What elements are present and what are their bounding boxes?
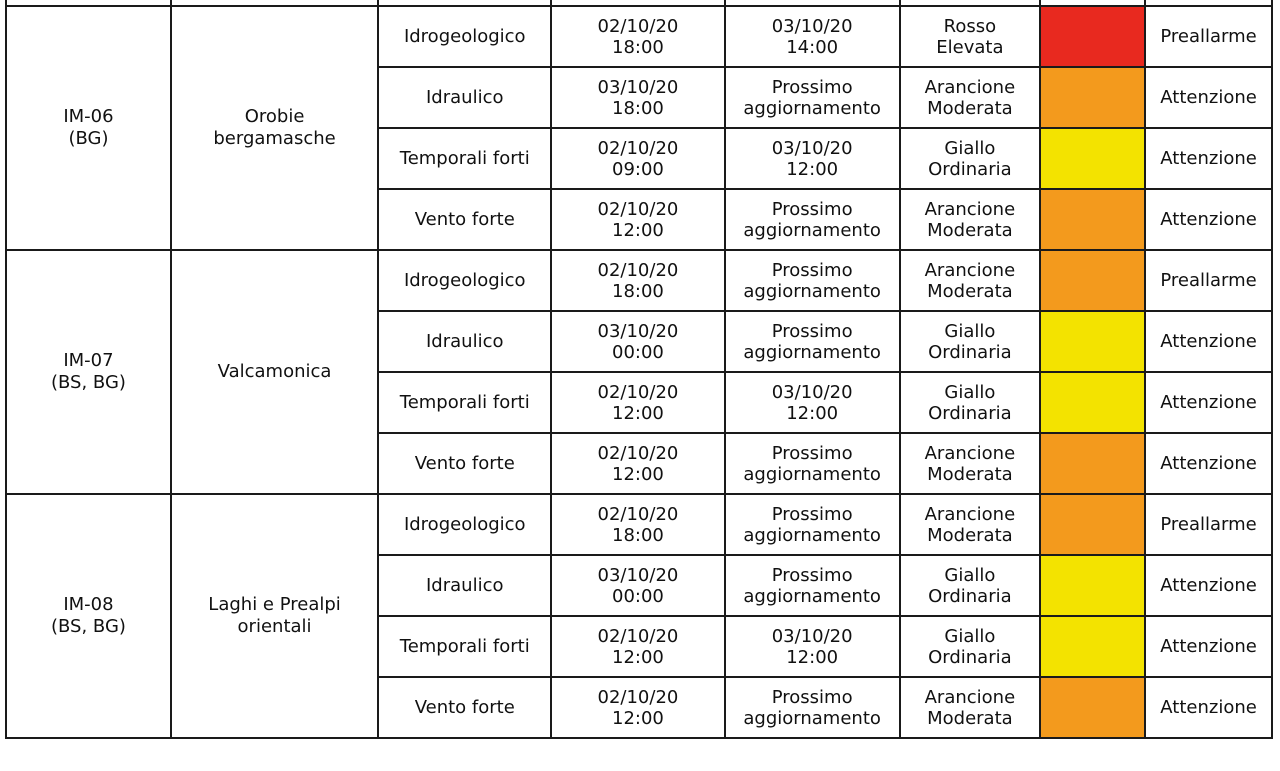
criticality-swatch-fill <box>1041 7 1144 66</box>
alert-state-cell: Attenzione <box>1145 372 1272 433</box>
valid-from-cell <box>551 677 724 738</box>
area-cell <box>171 6 378 250</box>
valid-to-cell <box>725 494 900 555</box>
valid-to-line2: aggiornamento <box>743 341 881 363</box>
criticality-color-name: Arancione <box>924 686 1016 708</box>
criticality-level: Ordinaria <box>928 402 1012 424</box>
alert-state-cell: Attenzione <box>1145 67 1272 128</box>
alert-table <box>5 0 1273 739</box>
risk-type-cell: Temporali forti <box>378 372 551 433</box>
valid-to-line1: Prossimo <box>771 320 853 342</box>
valid-to-line1: Prossimo <box>771 198 853 220</box>
criticality-level: Ordinaria <box>928 585 1012 607</box>
valid-from-time: 18:00 <box>612 36 664 58</box>
valid-to-line2: 12:00 <box>786 158 839 180</box>
alert-state-cell: Preallarme <box>1145 250 1272 311</box>
valid-to-line1: Prossimo <box>771 442 853 464</box>
valid-from-date: 03/10/20 <box>597 320 679 342</box>
valid-from-cell <box>551 128 724 189</box>
valid-from-date: 02/10/20 <box>597 137 679 159</box>
table-row <box>6 494 1272 555</box>
valid-from-cell <box>551 555 724 616</box>
criticality-color-name: Arancione <box>924 259 1016 281</box>
valid-to-cell <box>725 372 900 433</box>
valid-from-time: 18:00 <box>612 97 664 119</box>
zone-cell <box>6 494 171 738</box>
criticality-color-name: Giallo <box>944 564 996 586</box>
valid-to-line1: Prossimo <box>771 686 853 708</box>
criticality-color-name: Giallo <box>944 137 996 159</box>
valid-to-line1: 03/10/20 <box>771 137 853 159</box>
criticality-color-name: Giallo <box>944 381 996 403</box>
valid-to-line2: aggiornamento <box>743 707 881 729</box>
criticality-color-name: Rosso <box>943 15 997 37</box>
criticality-cell <box>900 433 1040 494</box>
valid-to-cell <box>725 677 900 738</box>
zone-code: IM-06 <box>63 106 114 127</box>
valid-from-time: 12:00 <box>612 646 664 668</box>
area-name-line2: bergamasche <box>213 128 336 149</box>
zone-code: IM-08 <box>63 594 114 615</box>
alert-state-cell: Attenzione <box>1145 677 1272 738</box>
valid-to-line2: aggiornamento <box>743 219 881 241</box>
criticality-swatch <box>1040 494 1145 555</box>
valid-to-cell <box>725 189 900 250</box>
criticality-swatch-fill <box>1041 190 1144 249</box>
valid-to-line1: Prossimo <box>771 259 853 281</box>
criticality-level: Moderata <box>927 280 1013 302</box>
valid-to-line2: 12:00 <box>786 646 839 668</box>
criticality-swatch-fill <box>1041 617 1144 676</box>
alert-state-cell: Attenzione <box>1145 311 1272 372</box>
valid-to-cell <box>725 250 900 311</box>
valid-from-cell <box>551 67 724 128</box>
criticality-level: Ordinaria <box>928 341 1012 363</box>
valid-from-time: 09:00 <box>612 158 664 180</box>
valid-to-line2: aggiornamento <box>743 97 881 119</box>
valid-from-time: 18:00 <box>612 524 664 546</box>
criticality-level: Moderata <box>927 97 1013 119</box>
valid-to-line2: aggiornamento <box>743 524 881 546</box>
criticality-cell <box>900 494 1040 555</box>
valid-from-date: 02/10/20 <box>597 686 679 708</box>
criticality-cell <box>900 67 1040 128</box>
risk-type-cell: Idrogeologico <box>378 494 551 555</box>
risk-type-cell: Idrogeologico <box>378 250 551 311</box>
valid-to-line1: Prossimo <box>771 76 853 98</box>
criticality-swatch-fill <box>1041 129 1144 188</box>
valid-to-cell <box>725 128 900 189</box>
criticality-cell <box>900 250 1040 311</box>
valid-from-cell <box>551 311 724 372</box>
valid-from-cell <box>551 6 724 67</box>
criticality-color-name: Arancione <box>924 198 1016 220</box>
valid-to-cell <box>725 67 900 128</box>
valid-from-date: 02/10/20 <box>597 15 679 37</box>
valid-from-date: 02/10/20 <box>597 503 679 525</box>
valid-to-line2: aggiornamento <box>743 280 881 302</box>
valid-to-line2: aggiornamento <box>743 585 881 607</box>
valid-to-cell <box>725 616 900 677</box>
valid-from-time: 18:00 <box>612 280 664 302</box>
valid-from-cell <box>551 494 724 555</box>
criticality-color-name: Arancione <box>924 503 1016 525</box>
valid-from-time: 12:00 <box>612 707 664 729</box>
valid-from-date: 03/10/20 <box>597 564 679 586</box>
area-name-line1: Orobie <box>244 106 305 127</box>
area-cell <box>171 494 378 738</box>
criticality-level: Ordinaria <box>928 158 1012 180</box>
criticality-cell <box>900 677 1040 738</box>
valid-to-line1: Prossimo <box>771 503 853 525</box>
zone-cell <box>6 250 171 494</box>
criticality-level: Ordinaria <box>928 646 1012 668</box>
valid-to-line2: aggiornamento <box>743 463 881 485</box>
criticality-cell <box>900 372 1040 433</box>
criticality-cell <box>900 128 1040 189</box>
valid-from-cell <box>551 372 724 433</box>
criticality-level: Moderata <box>927 524 1013 546</box>
valid-from-cell <box>551 433 724 494</box>
valid-to-line1: 03/10/20 <box>771 381 853 403</box>
risk-type-cell: Idraulico <box>378 67 551 128</box>
valid-to-cell <box>725 6 900 67</box>
valid-to-cell <box>725 433 900 494</box>
criticality-level: Moderata <box>927 463 1013 485</box>
criticality-cell <box>900 616 1040 677</box>
valid-to-line1: 03/10/20 <box>771 15 853 37</box>
zone-provinces: (BG) <box>68 128 109 149</box>
alert-state-cell: Preallarme <box>1145 6 1272 67</box>
criticality-cell <box>900 189 1040 250</box>
criticality-swatch <box>1040 6 1145 67</box>
valid-from-time: 00:00 <box>612 341 664 363</box>
criticality-swatch-fill <box>1041 312 1144 371</box>
valid-from-time: 12:00 <box>612 402 664 424</box>
criticality-cell <box>900 6 1040 67</box>
area-name-line1: Laghi e Prealpi <box>208 594 341 615</box>
valid-from-date: 02/10/20 <box>597 198 679 220</box>
area-name-line1: Valcamonica <box>217 361 332 382</box>
valid-to-cell <box>725 555 900 616</box>
criticality-swatch <box>1040 67 1145 128</box>
valid-from-date: 02/10/20 <box>597 381 679 403</box>
criticality-swatch <box>1040 189 1145 250</box>
zone-cell <box>6 6 171 250</box>
criticality-swatch <box>1040 250 1145 311</box>
risk-type-cell: Temporali forti <box>378 128 551 189</box>
alert-state-cell: Attenzione <box>1145 189 1272 250</box>
criticality-swatch <box>1040 616 1145 677</box>
criticality-swatch-fill <box>1041 434 1144 493</box>
criticality-swatch <box>1040 677 1145 738</box>
valid-to-line1: Prossimo <box>771 564 853 586</box>
criticality-color-name: Giallo <box>944 625 996 647</box>
criticality-swatch <box>1040 128 1145 189</box>
criticality-cell <box>900 311 1040 372</box>
alert-state-cell: Attenzione <box>1145 433 1272 494</box>
valid-from-time: 12:00 <box>612 219 664 241</box>
valid-from-time: 12:00 <box>612 463 664 485</box>
risk-type-cell: Idrogeologico <box>378 6 551 67</box>
risk-type-cell: Temporali forti <box>378 616 551 677</box>
criticality-color-name: Giallo <box>944 320 996 342</box>
criticality-level: Moderata <box>927 707 1013 729</box>
criticality-swatch-fill <box>1041 251 1144 310</box>
zone-code: IM-07 <box>63 350 114 371</box>
area-name-line2: orientali <box>237 616 312 637</box>
criticality-level: Moderata <box>927 219 1013 241</box>
valid-to-line2: 14:00 <box>786 36 839 58</box>
valid-from-date: 03/10/20 <box>597 76 679 98</box>
alert-state-cell: Preallarme <box>1145 494 1272 555</box>
criticality-color-name: Arancione <box>924 442 1016 464</box>
zone-provinces: (BS, BG) <box>51 372 126 393</box>
criticality-swatch <box>1040 555 1145 616</box>
alert-state-cell: Attenzione <box>1145 616 1272 677</box>
zone-provinces: (BS, BG) <box>51 616 126 637</box>
table-row <box>6 6 1272 67</box>
criticality-swatch-fill <box>1041 678 1144 737</box>
criticality-swatch-fill <box>1041 373 1144 432</box>
criticality-swatch <box>1040 311 1145 372</box>
risk-type-cell: Vento forte <box>378 189 551 250</box>
valid-to-line1: 03/10/20 <box>771 625 853 647</box>
alert-state-cell: Attenzione <box>1145 555 1272 616</box>
criticality-swatch <box>1040 433 1145 494</box>
valid-to-cell <box>725 311 900 372</box>
valid-from-cell <box>551 616 724 677</box>
criticality-swatch-fill <box>1041 556 1144 615</box>
valid-from-date: 02/10/20 <box>597 442 679 464</box>
risk-type-cell: Vento forte <box>378 677 551 738</box>
valid-to-line2: 12:00 <box>786 402 839 424</box>
table-row <box>6 250 1272 311</box>
criticality-cell <box>900 555 1040 616</box>
valid-from-date: 02/10/20 <box>597 259 679 281</box>
criticality-swatch-fill <box>1041 495 1144 554</box>
valid-from-cell <box>551 189 724 250</box>
criticality-swatch-fill <box>1041 68 1144 127</box>
area-cell <box>171 250 378 494</box>
alert-state-cell: Attenzione <box>1145 128 1272 189</box>
risk-type-cell: Idraulico <box>378 311 551 372</box>
valid-from-date: 02/10/20 <box>597 625 679 647</box>
criticality-swatch <box>1040 372 1145 433</box>
risk-type-cell: Idraulico <box>378 555 551 616</box>
valid-from-cell <box>551 250 724 311</box>
criticality-color-name: Arancione <box>924 76 1016 98</box>
valid-from-time: 00:00 <box>612 585 664 607</box>
criticality-level: Elevata <box>936 36 1004 58</box>
risk-type-cell: Vento forte <box>378 433 551 494</box>
